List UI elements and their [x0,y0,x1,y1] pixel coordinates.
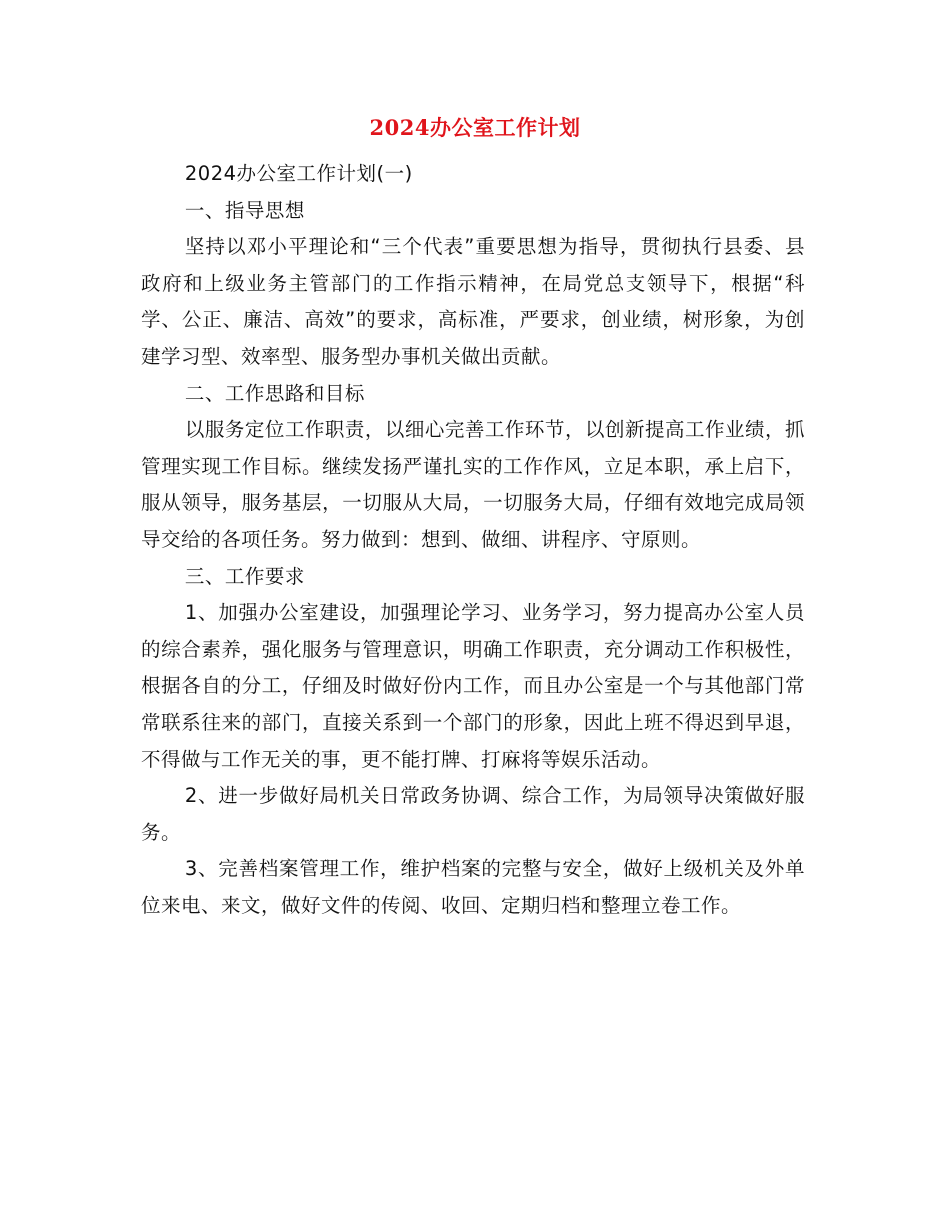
section-heading-guiding-thought: 一、指导思想 [184,198,305,222]
document-subtitle: 2024办公室工作计划(一) [184,162,413,185]
paragraph-guiding-thought: 坚持以邓小平理论和“三个代表”重要思想为指导，贯彻执行县委、县政府和上级业务主管部门的工作指示精神，在局党总支领导下，根据“科学、公正、廉洁、高效”的要求，高标准，严要求，创业绩，树形象，为创建学习型、效率型、服务型办事机关做出贡献。 [141,235,805,368]
requirement-item-1: 1、加强办公室建设，加强理论学习、业务学习，努力提高办公室人员的综合素养，强化服务与管理意识，明确工作职责，充分调动工作积极性，根据各自的分工，仔细及时做好份内工作，而且办公室是一个与其他部门常常联系往来的部门，直接关系到一个部门的形象，因此上班不得迟到早退，不得做与工作无关的事，更不能打牌、打麻将等娱乐活动。 [141,601,805,771]
requirement-item-3: 3、完善档案管理工作，维护档案的完整与安全，做好上级机关及外单位来电、来文，做好文件的传阅、收回、定期归档和整理立卷工作。 [141,857,805,917]
paragraph-ideas-goals: 以服务定位工作职责，以细心完善工作环节，以创新提高工作业绩，抓管理实现工作目标。继续发扬严谨扎实的工作作风，立足本职，承上启下，服从领导，服务基层，一切服从大局，一切服务大局，仔细有效地完成局领导交给的各项任务。努力做到：想到、做细、讲程序、守原则。 [141,418,805,551]
section-heading-ideas-goals: 二、工作思路和目标 [184,381,365,405]
requirement-item-2: 2、进一步做好局机关日常政务协调、综合工作，为局领导决策做好服务。 [141,784,805,844]
section-heading-requirements: 三、工作要求 [184,564,305,588]
document-title: 2024办公室工作计划 [369,115,581,140]
document-body [141,156,805,924]
